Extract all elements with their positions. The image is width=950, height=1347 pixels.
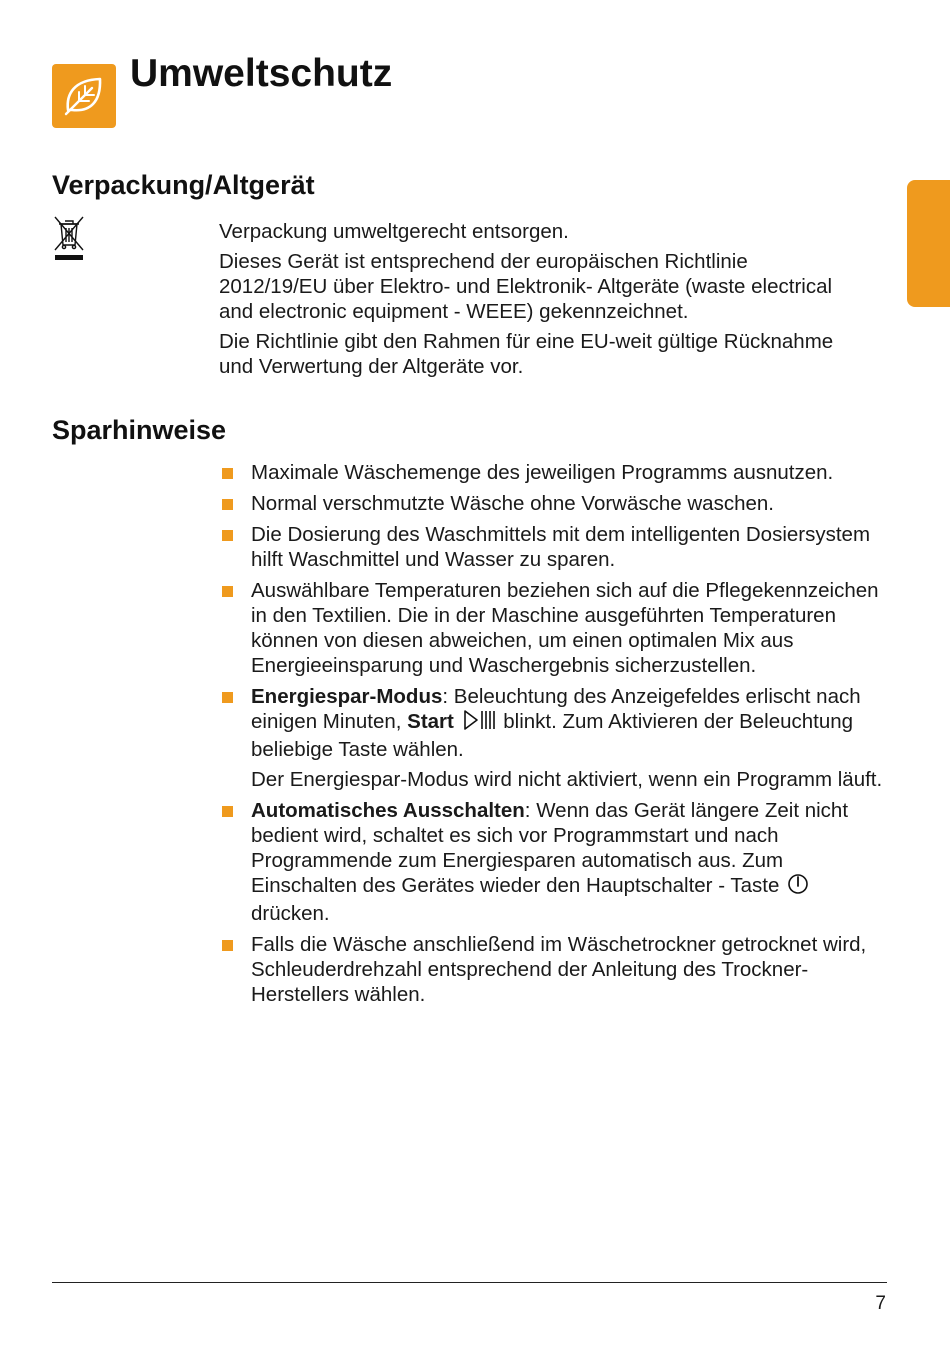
footer-divider (52, 1282, 887, 1283)
paragraph: Verpackung umweltgerecht entsorgen. (219, 220, 569, 243)
list-item (219, 578, 889, 678)
bullet-square-icon (222, 530, 233, 541)
bullet-square-icon (222, 940, 233, 951)
crossed-out-wheelie-bin-icon (52, 214, 86, 269)
packaging-text (219, 219, 859, 384)
bullet-square-icon (222, 468, 233, 479)
list-item (219, 684, 889, 792)
list-item-text: Die Dosierung des Waschmittels mit dem intelligenten Dosiersystem hilft Waschmittel und Wasser zu sparen. (251, 523, 871, 571)
power-icon (787, 873, 809, 901)
list-item (219, 932, 889, 1007)
leaf-icon (52, 64, 116, 128)
list-item-note: Der Energiespar-Modus wird nicht aktiviert, wenn ein Programm läuft. (251, 768, 883, 791)
bullet-square-icon (222, 692, 233, 703)
page-title: Umweltschutz (130, 52, 393, 95)
bullet-square-icon (222, 806, 233, 817)
paragraph: Dieses Gerät ist entsprechend der europäischen Richtlinie 2012/19/EU über Elektro- und Elektronik- Altgeräte (waste electrical and electronic equipment - WEEE) gekennzeichnet. (219, 250, 833, 323)
list-item-text: Maximale Wäschemenge des jeweiligen Programms ausnutzen. (251, 461, 834, 484)
page-number: 7 (875, 1293, 886, 1314)
list-item-text: Normal verschmutzte Wäsche ohne Vorwäsche waschen. (251, 492, 774, 515)
start-pause-icon (462, 709, 496, 737)
chapter-tab (907, 180, 950, 307)
list-item-text: drücken. (251, 902, 330, 925)
list-item (219, 522, 889, 572)
list-item-text: Falls die Wäsche anschließend im Wäschetrockner getrocknet wird, Schleuderdrehzahl entsprechend der Anleitung des Trockner-Herstellers wählen. (251, 933, 867, 1006)
section-heading-tips: Sparhinweise (52, 415, 227, 445)
term-auto-off: Automatisches Ausschalten (251, 799, 525, 822)
list-item (219, 460, 889, 485)
list-item-text: : Wenn das Gerät längere Zeit nicht bedient wird, schaltet es sich vor Programmstart und nach Programmende zum Energiesparen automatisch aus. Zum Einschalten des Gerätes wieder den Hauptschalter - Taste (251, 799, 849, 897)
list-item-text: Auswählbare Temperaturen beziehen sich auf die Pflegekennzeichen in den Textilien. Die in der Maschine ausgeführten Temperaturen können von diesen abweichen, um einen optimalen Mix aus Energieeinsparung und Waschergebnis sicherzustellen. (251, 579, 879, 677)
tips-list (219, 460, 889, 1013)
list-item (219, 491, 889, 516)
list-item (219, 798, 889, 926)
bullet-square-icon (222, 586, 233, 597)
bullet-square-icon (222, 499, 233, 510)
paragraph: Die Richtlinie gibt den Rahmen für eine EU-weit gültige Rücknahme und Verwertung der Altgeräte vor. (219, 330, 834, 378)
term-energy-save-mode: Energiespar-Modus (251, 685, 443, 708)
section-heading-packaging: Verpackung/Altgerät (52, 170, 315, 200)
list-item-text: : Beleuchtung des Anzeigefeldes erlischt nach einigen Minuten, (251, 685, 861, 733)
list-item-text: blinkt. Zum Aktivieren der Beleuchtung beliebige Taste wählen. (251, 710, 854, 761)
term-start: Start (407, 710, 454, 733)
